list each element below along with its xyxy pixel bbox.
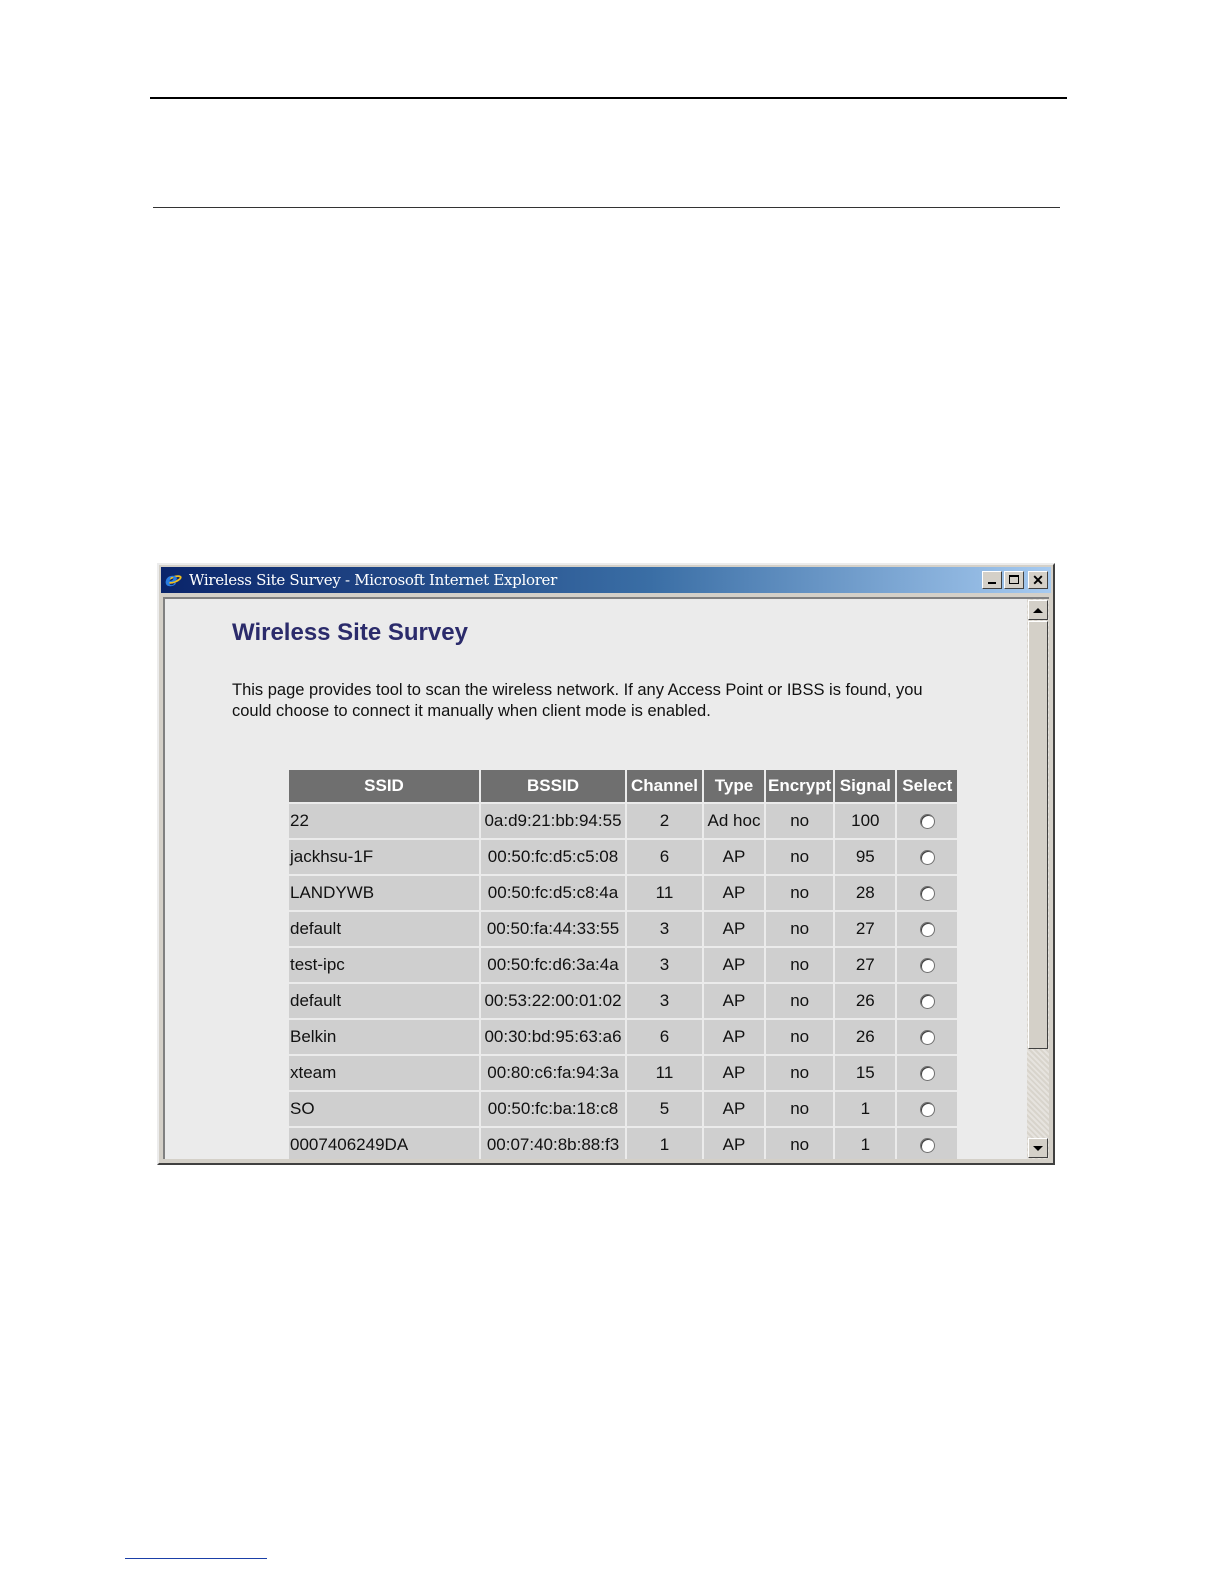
section-rule: [153, 207, 1060, 208]
ssid-cell: LANDYWB: [289, 876, 479, 910]
bssid-cell: 00:50:fc:d6:3a:4a: [481, 948, 625, 982]
signal-cell: 27: [835, 912, 895, 946]
column-header-signal: Signal: [835, 770, 895, 802]
bssid-cell: 00:53:22:00:01:02: [481, 984, 625, 1018]
encrypt-cell: no: [766, 984, 833, 1018]
ssid-cell: test-ipc: [289, 948, 479, 982]
select-radio[interactable]: [920, 850, 935, 865]
header-rule: [150, 97, 1067, 99]
column-header-bssid: BSSID: [481, 770, 625, 802]
bssid-cell: 00:80:c6:fa:94:3a: [481, 1056, 625, 1090]
table-header-row: [289, 770, 957, 802]
select-cell: [897, 1020, 957, 1054]
signal-cell: 26: [835, 1020, 895, 1054]
type-cell: AP: [704, 948, 764, 982]
encrypt-cell: no: [766, 1092, 833, 1126]
type-cell: Ad hoc: [704, 804, 764, 838]
signal-cell: 100: [835, 804, 895, 838]
table-row: [289, 876, 957, 910]
table-row: [289, 948, 957, 982]
column-header-select: Select: [897, 770, 957, 802]
table-row: [289, 912, 957, 946]
column-header-ssid: SSID: [289, 770, 479, 802]
type-cell: AP: [704, 912, 764, 946]
signal-cell: 1: [835, 1092, 895, 1126]
type-cell: AP: [704, 1092, 764, 1126]
encrypt-cell: no: [766, 840, 833, 874]
bssid-cell: 00:30:bd:95:63:a6: [481, 1020, 625, 1054]
scrollbar-thumb[interactable]: [1028, 621, 1048, 1049]
signal-cell: 1: [835, 1128, 895, 1159]
select-cell: [897, 948, 957, 982]
select-cell: [897, 804, 957, 838]
select-radio[interactable]: [920, 958, 935, 973]
type-cell: AP: [704, 1020, 764, 1054]
close-icon: ✕: [1032, 572, 1044, 588]
type-cell: AP: [704, 984, 764, 1018]
channel-cell: 6: [627, 1020, 702, 1054]
bssid-cell: 00:50:fc:d5:c5:08: [481, 840, 625, 874]
page-description: This page provides tool to scan the wireless network. If any Access Point or IBSS is found, you could choose to connect it manually when client mode is enabled.: [232, 681, 923, 720]
signal-cell: 95: [835, 840, 895, 874]
table-row: [289, 1128, 957, 1159]
close-button[interactable]: [1028, 571, 1048, 589]
select-cell: [897, 1056, 957, 1090]
signal-cell: 15: [835, 1056, 895, 1090]
select-cell: [897, 876, 957, 910]
select-cell: [897, 912, 957, 946]
channel-cell: 1: [627, 1128, 702, 1159]
encrypt-cell: no: [766, 1056, 833, 1090]
bssid-cell: 00:50:fc:ba:18:c8: [481, 1092, 625, 1126]
channel-cell: 5: [627, 1092, 702, 1126]
select-cell: [897, 1092, 957, 1126]
ssid-cell: SO: [289, 1092, 479, 1126]
channel-cell: 11: [627, 876, 702, 910]
channel-cell: 3: [627, 948, 702, 982]
table-row: [289, 1092, 957, 1126]
ssid-cell: Belkin: [289, 1020, 479, 1054]
scroll-down-button[interactable]: [1028, 1138, 1048, 1158]
ssid-cell: default: [289, 912, 479, 946]
encrypt-cell: no: [766, 948, 833, 982]
bssid-cell: 00:50:fc:d5:c8:4a: [481, 876, 625, 910]
table-row: [289, 984, 957, 1018]
scroll-up-button[interactable]: [1028, 600, 1048, 620]
title-bar[interactable]: [161, 567, 1051, 593]
ssid-cell: 22: [289, 804, 479, 838]
encrypt-cell: no: [766, 876, 833, 910]
encrypt-cell: no: [766, 804, 833, 838]
select-radio[interactable]: [920, 1066, 935, 1081]
channel-cell: 11: [627, 1056, 702, 1090]
column-header-channel: Channel: [627, 770, 702, 802]
select-radio[interactable]: [920, 922, 935, 937]
column-header-encrypt: Encrypt: [766, 770, 833, 802]
select-cell: [897, 840, 957, 874]
channel-cell: 6: [627, 840, 702, 874]
encrypt-cell: no: [766, 1020, 833, 1054]
bssid-cell: 00:07:40:8b:88:f3: [481, 1128, 625, 1159]
ssid-cell: jackhsu-1F: [289, 840, 479, 874]
type-cell: AP: [704, 1056, 764, 1090]
column-header-type: Type: [704, 770, 764, 802]
encrypt-cell: no: [766, 1128, 833, 1159]
minimize-button[interactable]: [982, 571, 1002, 589]
arrow-down-icon: [1033, 1146, 1043, 1151]
signal-cell: 28: [835, 876, 895, 910]
maximize-button[interactable]: [1004, 571, 1024, 589]
page-title: Wireless Site Survey: [232, 619, 468, 646]
bssid-cell: 0a:d9:21:bb:94:55: [481, 804, 625, 838]
ssid-cell: 0007406249DA: [289, 1128, 479, 1159]
page-content: [163, 597, 1049, 1159]
select-radio[interactable]: [920, 994, 935, 1009]
select-radio[interactable]: [920, 814, 935, 829]
vertical-scrollbar[interactable]: [1027, 599, 1049, 1159]
ssid-cell: xteam: [289, 1056, 479, 1090]
select-radio[interactable]: [920, 1102, 935, 1117]
channel-cell: 2: [627, 804, 702, 838]
signal-cell: 26: [835, 984, 895, 1018]
encrypt-cell: no: [766, 912, 833, 946]
browser-window: [157, 563, 1055, 1165]
type-cell: AP: [704, 840, 764, 874]
select-radio[interactable]: [920, 1030, 935, 1045]
table-row: [289, 804, 957, 838]
select-cell: [897, 1128, 957, 1159]
signal-cell: 27: [835, 948, 895, 982]
select-radio[interactable]: [920, 1138, 935, 1153]
bssid-cell: 00:50:fa:44:33:55: [481, 912, 625, 946]
window-controls: [982, 571, 1048, 589]
site-survey-table: [287, 768, 959, 1159]
table-row: [289, 1056, 957, 1090]
type-cell: AP: [704, 876, 764, 910]
arrow-up-icon: [1033, 608, 1043, 613]
footer-link-underline: [125, 1558, 267, 1559]
ssid-cell: default: [289, 984, 479, 1018]
window-title: Wireless Site Survey - Microsoft Internet Explorer: [189, 571, 558, 589]
internet-explorer-icon[interactable]: e: [165, 571, 183, 589]
channel-cell: 3: [627, 984, 702, 1018]
table-row: [289, 840, 957, 874]
select-radio[interactable]: [920, 886, 935, 901]
table-row: [289, 1020, 957, 1054]
channel-cell: 3: [627, 912, 702, 946]
select-cell: [897, 984, 957, 1018]
type-cell: AP: [704, 1128, 764, 1159]
